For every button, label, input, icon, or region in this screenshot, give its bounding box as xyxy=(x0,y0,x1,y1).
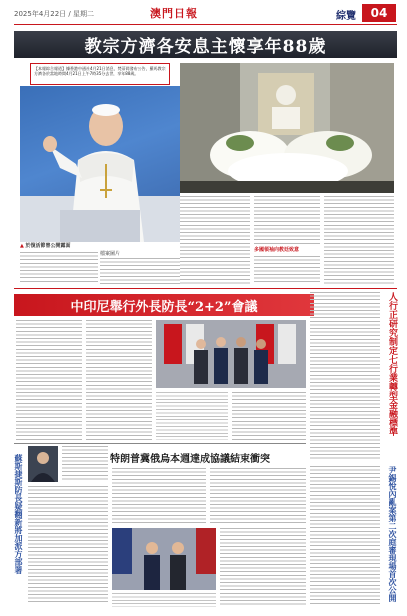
vigil-photo xyxy=(180,63,394,193)
main-body-col4 xyxy=(324,196,394,284)
right-caption-title: 多國領袖向教廷致意 xyxy=(254,247,300,253)
foreign-ministers-banner xyxy=(14,294,314,316)
lead-box xyxy=(30,63,170,85)
left-photo-caption xyxy=(20,243,180,250)
foreign-ministers-body-3 xyxy=(232,392,306,440)
masthead-date: 2025年4月22日 / 星期二 xyxy=(14,10,94,18)
vigil-scene-illustration xyxy=(180,63,394,193)
side-story-3-body xyxy=(28,486,108,604)
left-caption-title: 於復活節曾公開露面 xyxy=(25,243,71,249)
side-story-3-headline: 蘇斯捷斯防長疑翻新將加派方部署 xyxy=(14,454,24,574)
trump-photo xyxy=(112,528,216,590)
defense-minister-photo xyxy=(28,446,58,482)
side-story-2-body xyxy=(310,466,380,606)
side-story-1-headline: 人行正研究制定七行業轉型金融標準 xyxy=(387,292,397,436)
trump-headline-banner xyxy=(110,448,306,466)
lead-text: 【本報綜合報道】據香港中通社4月21日消息，梵蒂岡發布公告，羅馬教宗方濟各於當地時間4月21日上午7時35分去世，享年88歲。 xyxy=(34,66,166,76)
section-divider xyxy=(14,288,397,289)
left-photo-body xyxy=(20,252,98,284)
trump-headline: 特朗普冀俄烏本週達成協議結束衝突 xyxy=(110,453,270,465)
foreign-ministers-headline: 中印尼舉行外長防長“2+2”會議 xyxy=(70,299,258,315)
page-number: 04 xyxy=(362,4,396,22)
side-story-3-intro xyxy=(62,446,108,482)
masthead-rule xyxy=(14,24,397,25)
trump-body-2 xyxy=(210,468,306,524)
trump-photo-caption xyxy=(112,593,216,607)
side-story-1-body xyxy=(310,292,380,460)
side-story-2 xyxy=(310,466,397,608)
side-story-3 xyxy=(14,446,108,606)
ministers-photo-caption xyxy=(156,392,228,440)
pope-photo xyxy=(20,86,180,242)
section-label: 綜覽 xyxy=(336,11,356,22)
side-story-2-headline: 尹錫悅內亂案第二次庭審現場首次公開 xyxy=(388,466,398,602)
main-headline: 教宗方濟各安息主懷享年88歲 xyxy=(84,37,327,57)
file-photo-note: 檔案圖片 xyxy=(100,251,140,257)
ministers-photo xyxy=(156,320,306,388)
foreign-ministers-body-1 xyxy=(16,320,82,440)
section-divider-2 xyxy=(14,443,306,444)
trump-body-1 xyxy=(112,468,206,524)
masthead xyxy=(0,0,407,27)
press-event-illustration xyxy=(112,528,216,590)
foreign-ministers-body-2 xyxy=(86,320,152,440)
caption-marker: ▲ xyxy=(20,243,24,249)
side-story-1 xyxy=(310,292,397,462)
main-body-col1 xyxy=(100,258,180,284)
ministers-group-illustration xyxy=(156,320,306,388)
pope-figure-illustration xyxy=(20,86,180,242)
right-photo-caption xyxy=(254,247,324,253)
portrait-illustration xyxy=(28,446,58,482)
masthead-logo: 澳門日報 xyxy=(150,7,198,20)
main-body-col3b xyxy=(254,256,320,284)
main-headline-banner xyxy=(14,31,397,58)
main-body-col3 xyxy=(254,196,320,244)
trump-body-3 xyxy=(220,528,306,606)
main-body-col2 xyxy=(180,196,250,284)
